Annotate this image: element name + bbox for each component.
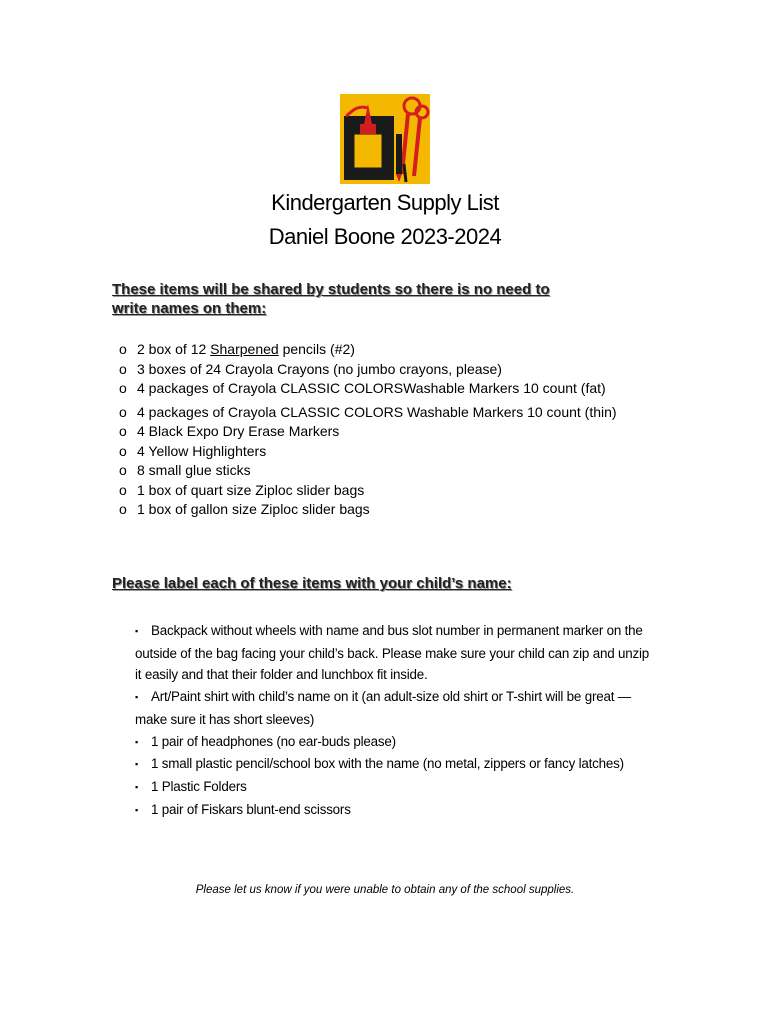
list-bullet: o (119, 442, 127, 459)
list-bullet: o (119, 380, 127, 396)
item-text: Art/Paint shirt with child’s name on it (an adult-size old shirt or T-shirt will be great — (151, 689, 631, 705)
list-bullet: ▪ (135, 759, 138, 770)
list-bullet: o (119, 481, 127, 498)
item-text: 1 Plastic Folders (151, 778, 247, 794)
item-text-suffix: pencils (#2) (278, 341, 355, 357)
list-bullet: o (119, 462, 127, 478)
list-bullet: o (119, 341, 127, 357)
list-item (135, 686, 680, 730)
list-item (135, 799, 680, 822)
list-item (112, 461, 617, 481)
sharpened-underlined-text: Sharpened (210, 341, 279, 357)
list-item (135, 753, 680, 776)
list-bullet: ▪ (135, 626, 138, 636)
item-text: 2 box of 12 (137, 341, 211, 357)
item-text: 4 Yellow Highlighters (137, 442, 267, 459)
item-text: 1 box of gallon size Ziploc slider bags (137, 501, 370, 517)
shared-supplies-list (112, 340, 617, 520)
item-text: 4 Black Expo Dry Erase Markers (137, 423, 340, 439)
list-bullet: ▪ (135, 736, 138, 747)
item-text: 8 small glue sticks (137, 462, 251, 478)
list-bullet: o (119, 423, 127, 439)
list-item (112, 481, 617, 501)
shared-items-heading (112, 280, 582, 318)
list-item (112, 340, 617, 360)
shared-heading-line2: write names on them: (112, 300, 267, 317)
item-text-continued: make sure it has short sleeves) (135, 711, 315, 727)
item-text: Backpack without wheels with name and bus slot number in permanent marker on the (151, 623, 643, 638)
list-item (112, 403, 617, 423)
list-bullet: ▪ (135, 804, 138, 815)
page-title: Kindergarten Supply List (271, 190, 499, 215)
list-item (112, 360, 617, 380)
school-supplies-clipart (340, 94, 430, 184)
item-text: 4 packages of Crayola CLASSIC COLORSWashable Markers 10 count (fat) (137, 380, 606, 396)
item-text: 4 packages of Crayola CLASSIC COLORS Washable Markers 10 count (thin) (137, 403, 617, 420)
list-item (112, 500, 617, 520)
item-text: 3 boxes of 24 Crayola Crayons (no jumbo crayons, please) (137, 360, 502, 377)
shared-heading-line1: These items will be shared by students so there is no need to (112, 281, 550, 298)
item-text: 1 small plastic pencil/school box with the name (no metal, zippers or fancy latches) (151, 756, 624, 772)
list-item (135, 620, 680, 686)
item-text: 1 pair of headphones (no ear-buds please) (151, 733, 396, 749)
list-bullet: o (119, 501, 127, 517)
list-item (135, 776, 680, 799)
list-bullet: ▪ (135, 692, 138, 703)
footer-note: Please let us know if you were unable to obtain any of the school supplies. (195, 884, 575, 896)
labeled-supplies-list (135, 620, 680, 821)
list-item (112, 422, 617, 442)
list-bullet: o (119, 403, 127, 420)
item-text-continued: outside of the bag facing your child’s back. Please make sure your child can zip and unzip (135, 645, 649, 661)
school-year-subtitle: Daniel Boone 2023-2024 (268, 224, 502, 249)
list-bullet: ▪ (135, 781, 138, 792)
label-items-heading: Please label each of these items with your child’s name: (112, 575, 512, 592)
list-bullet: o (119, 360, 127, 377)
item-text-continued: it easily and that their folder and lunchbox fit inside. (135, 667, 428, 683)
list-item (135, 731, 680, 754)
item-text: 1 pair of Fiskars blunt-end scissors (151, 801, 351, 817)
list-item (112, 442, 617, 462)
list-item (112, 379, 617, 399)
item-text: 1 box of quart size Ziploc slider bags (137, 481, 365, 498)
